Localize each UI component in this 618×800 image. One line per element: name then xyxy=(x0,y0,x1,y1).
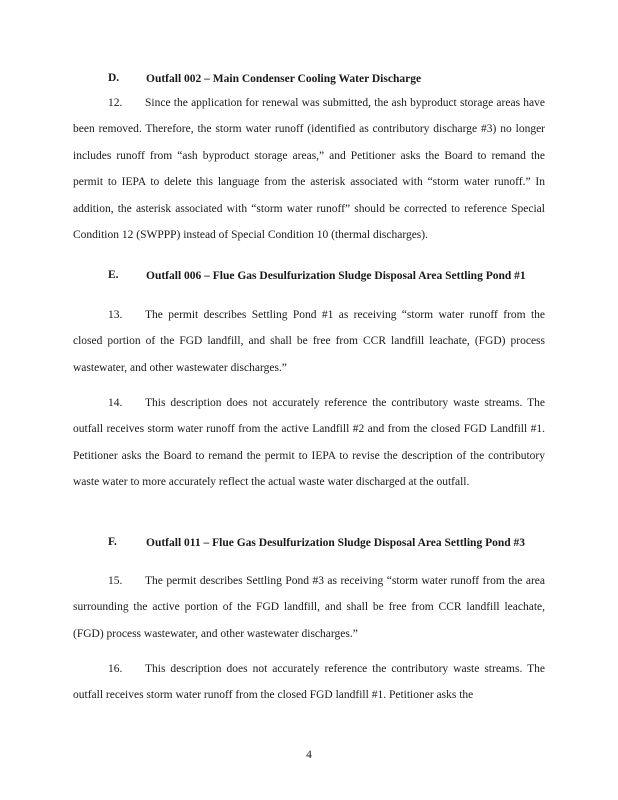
section-letter: F. xyxy=(108,536,117,548)
section-title: Outfall 006 – Flue Gas Desulfurization Sludge Disposal Area Settling Pond #1 xyxy=(146,270,526,282)
paragraph-text: This description does not accurately reference the contributory waste streams. The outfall receives storm water runoff from the active Landfill #2 and from the closed FGD Landfill #1. Petitioner asks the Board to remand the permit to IEPA to revise the description of the contributory waste water to more accurately reflect the actual waste water discharged at the outfall. xyxy=(73,397,545,489)
paragraph-text: Since the application for renewal was submitted, the ash byproduct storage areas have been removed. Therefore, the storm water runoff (identified as contributory discharge #3) no longer includes runoff from “ash byproduct storage areas,” and Petitioner asks the Board to remand the permit to IEPA to delete this language from the asterisk associated with “storm water runoff.” In addition, the asterisk associated with “storm water runoff” should be corrected to reference Special Condition 12 (SWPPP) instead of Special Condition 10 (thermal discharges). xyxy=(73,97,545,242)
paragraph-text: The permit describes Settling Pond #3 as receiving “storm water runoff from the area surrounding the active portion of the FGD landfill, and shall be free from CCR landfill leachate, (FGD) process wastewater, and other wastewater discharges.” xyxy=(73,575,545,640)
section-title: Outfall 011 – Flue Gas Desulfurization Sludge Disposal Area Settling Pond #3 xyxy=(146,537,526,549)
paragraph-number: 15. xyxy=(108,575,123,587)
paragraph-text: This description does not accurately reference the contributory waste streams. The outfall receives storm water runoff from the closed FGD landfill #1. Petitioner asks the xyxy=(73,663,545,702)
page-number: 4 xyxy=(306,749,312,761)
paragraph-number: 14. xyxy=(108,397,123,409)
paragraph-number: 16. xyxy=(108,663,123,675)
section-letter: E. xyxy=(108,269,119,281)
paragraph-15 xyxy=(73,568,545,647)
paragraph-number: 13. xyxy=(108,309,123,321)
paragraph-16 xyxy=(73,656,545,709)
section-title: Outfall 002 – Main Condenser Cooling Water Discharge xyxy=(146,73,422,85)
section-letter: D. xyxy=(108,72,120,84)
paragraph-13 xyxy=(73,302,545,381)
paragraph-number: 12. xyxy=(108,97,123,109)
paragraph-12 xyxy=(73,90,545,248)
paragraph-text: The permit describes Settling Pond #1 as receiving “storm water runoff from the closed portion of the FGD landfill, and shall be free from CCR landfill leachate, (FGD) process wastewater, and other wastewater discharges.” xyxy=(73,309,545,374)
paragraph-14 xyxy=(73,390,545,496)
